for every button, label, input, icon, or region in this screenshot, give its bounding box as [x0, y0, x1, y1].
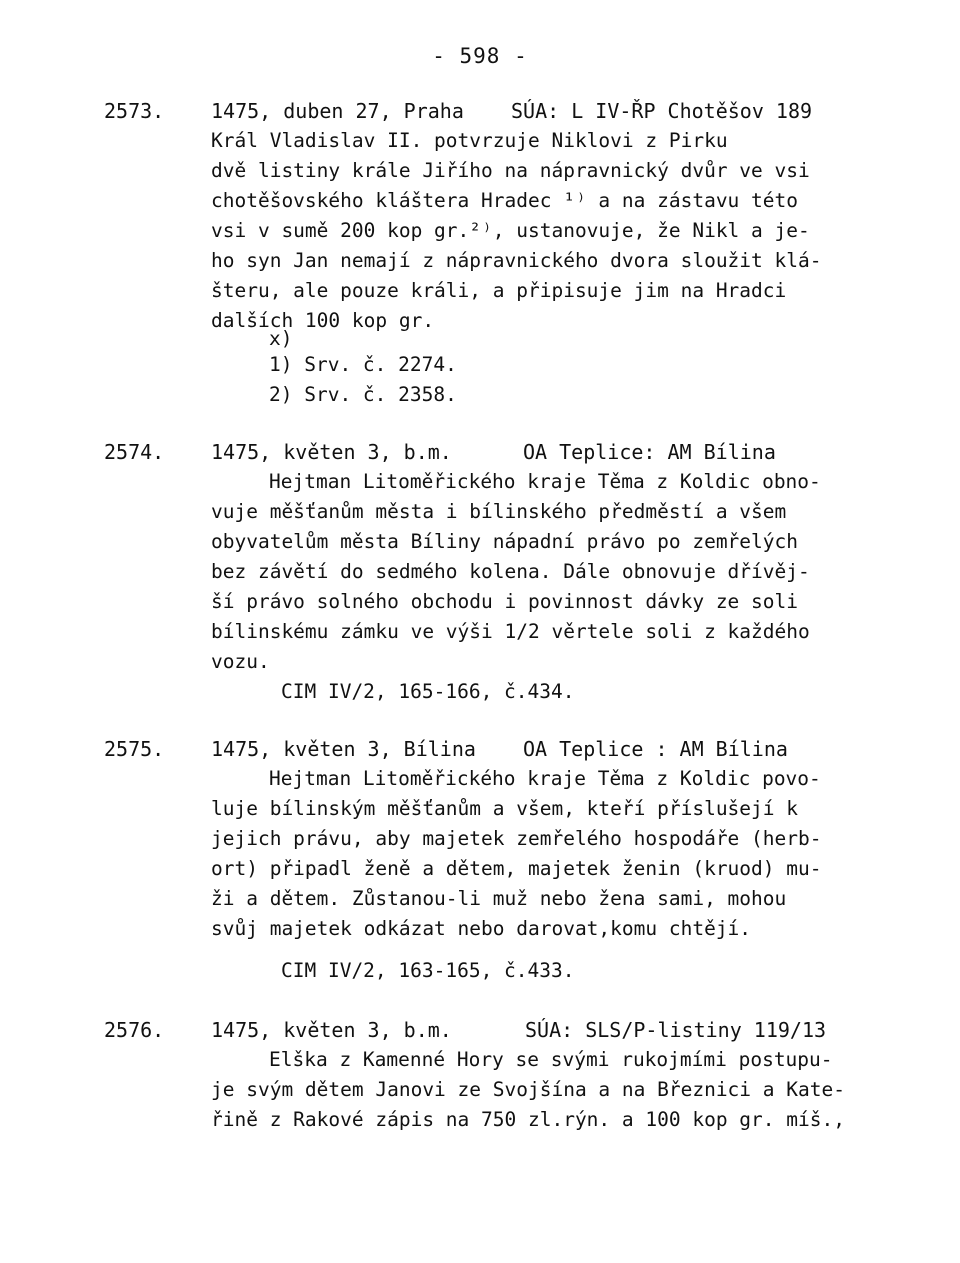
text-line: bílinskému zámku ve výši 1/2 věrtele soli z každého	[211, 620, 810, 643]
text-line: vozu.	[211, 650, 270, 673]
entry-header	[211, 1015, 827, 1045]
entry-source: OA Teplice: AM Bílina	[523, 440, 776, 464]
entry-date: 1475, květen 3, Bílina	[211, 737, 476, 761]
note-line: 1) Srv. č. 2274.	[269, 353, 457, 376]
text-line: vuje měšťanům města i bílinského předměstí a všem	[211, 500, 787, 523]
entry-notes	[269, 328, 457, 410]
entry-source: SÚA: L IV-ŘP Chotěšov 189	[511, 99, 813, 123]
text-line: chotěšovského kláštera Hradec ¹⁾ a na zástavu této	[211, 189, 798, 212]
text-line: řině z Rakové zápis na 750 zl.rýn. a 100 kop gr. míš.,	[211, 1108, 845, 1131]
entry-number: 2574.	[104, 440, 165, 464]
entry-header	[211, 734, 788, 764]
entry-text	[211, 467, 851, 677]
text-line: ší právo solného obchodu i povinnost dávky ze soli	[211, 590, 798, 613]
text-line: Král Vladislav II. potvrzuje Niklovi z Pirku	[211, 129, 728, 152]
note-line: 2) Srv. č. 2358.	[269, 383, 457, 406]
entry-date: 1475, květen 3, b.m.	[211, 440, 452, 464]
text-line: Hejtman Litoměřického kraje Těma z Koldic povo-	[269, 767, 821, 790]
entry-date: 1475, duben 27, Praha	[211, 99, 464, 123]
text-line: ži a dětem. Zůstanou-li muž nebo žena sami, mohou	[211, 887, 787, 910]
entry-source: SÚA: SLS/P-listiny 119/13	[525, 1018, 827, 1042]
text-line: šteru, ale pouze králi, a připisuje jim na Hradci	[211, 279, 787, 302]
entry-number: 2576.	[104, 1018, 165, 1042]
text-line: dalších 100 kop gr.	[211, 309, 435, 332]
text-line: je svým dětem Janovi ze Svojšína a na Březnici a Kate-	[211, 1078, 845, 1101]
text-line: dvě listiny krále Jiřího na nápravnický dvůr ve vsi	[211, 159, 810, 182]
entry-citation: CIM IV/2, 165-166, č.434.	[281, 680, 575, 703]
entry-date: 1475, květen 3, b.m.	[211, 1018, 452, 1042]
entry-citation: CIM IV/2, 163-165, č.433.	[281, 959, 575, 982]
entry-text	[211, 764, 851, 944]
entry-number: 2573.	[104, 99, 165, 123]
text-line: jejich právu, aby majetek zemřelého hospodáře (herb-	[211, 827, 822, 850]
text-line: luje bílinským měšťanům a všem, kteří příslušejí k	[211, 797, 798, 820]
text-line: obyvatelům města Bíliny nápadní právo po zemřelých	[211, 530, 798, 553]
text-line: ort) připadl ženě a dětem, majetek ženin (kruod) mu-	[211, 857, 822, 880]
page-number: - 598 -	[432, 44, 528, 68]
note-line: x)	[269, 327, 293, 350]
entry-header	[211, 437, 776, 467]
entry-text	[211, 1045, 851, 1135]
entry-text	[211, 126, 851, 336]
text-line: svůj majetek odkázat nebo darovat,komu chtějí.	[211, 917, 752, 940]
entry-number: 2575.	[104, 737, 165, 761]
entry-source: OA Teplice : AM Bílina	[523, 737, 788, 761]
text-line: vsi v sumě 200 kop gr.²⁾, ustanovuje, že Nikl a je-	[211, 219, 810, 242]
text-line: Elška z Kamenné Hory se svými rukojmími postupu-	[269, 1048, 833, 1071]
text-line: Hejtman Litoměřického kraje Těma z Koldic obno-	[269, 470, 821, 493]
text-line: bez závětí do sedmého kolena. Dále obnovuje dřívěj-	[211, 560, 810, 583]
text-line: ho syn Jan nemají z nápravnického dvora sloužit klá-	[211, 249, 822, 272]
entry-header	[211, 96, 813, 126]
